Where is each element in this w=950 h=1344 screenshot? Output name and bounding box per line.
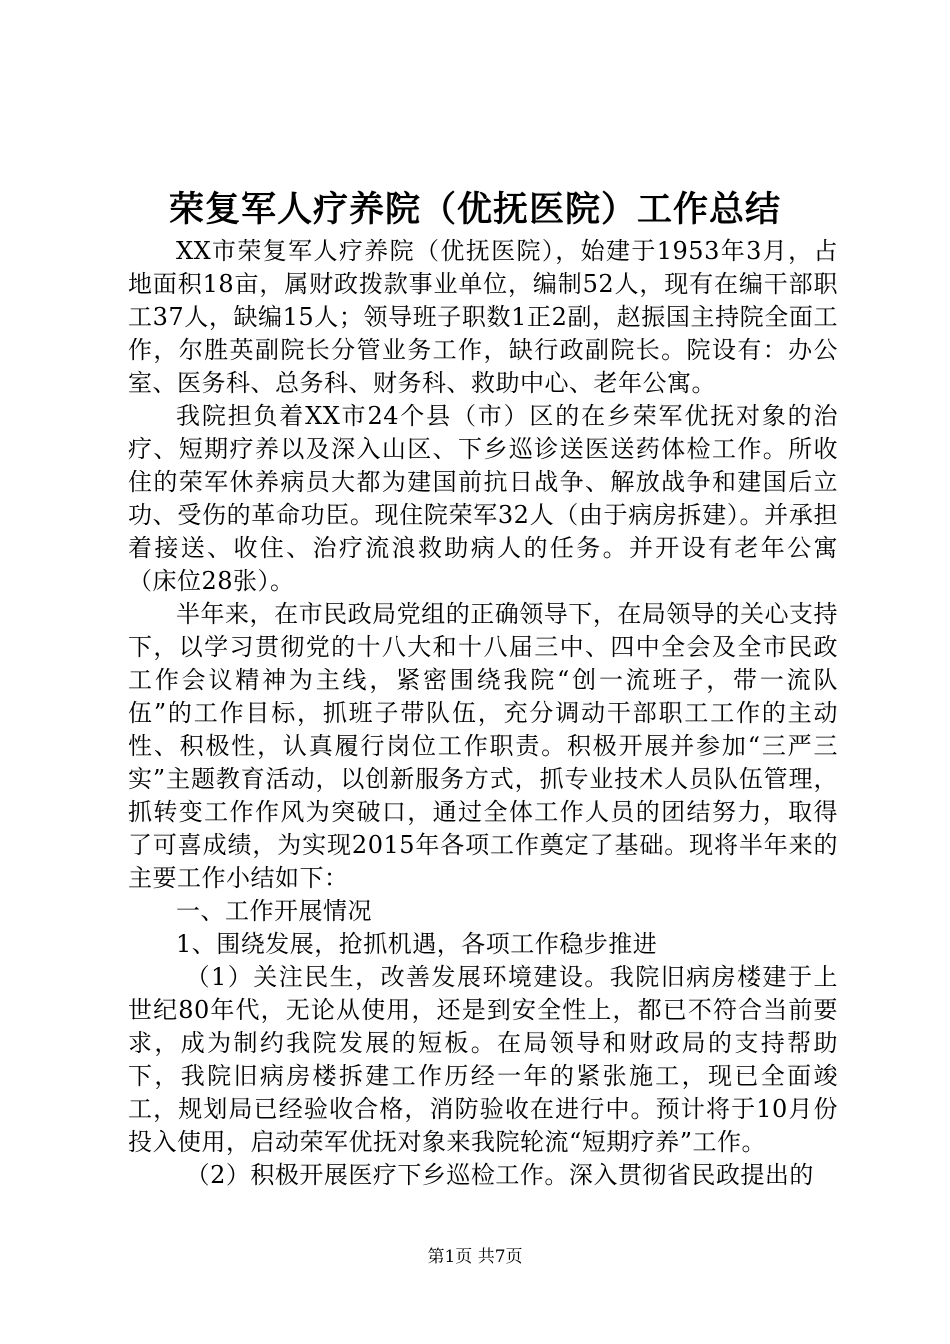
subsection-heading: 1、围绕发展，抢抓机遇，各项工作稳步推进 [176,930,658,958]
paragraph-intro: XX市荣复军人疗养院（优抚医院），始建于1953年3月，占地面积18亩，属财政拨款事业单位，编制52人，现有在编干部职工37人，缺编15人；领导班子职数1正2副，赵振国主持院全面工作，尔胜英副院长分管业务工作，缺行政副院长。院设有：办公室、医务科、总务科、财务科、救助中心、老年公寓。 [128,237,838,397]
paragraph-item-1: （1）关注民生，改善发展环境建设。我院旧病房楼建于上世纪80年代，无论从使用，还是到安全性上，都已不符合当前要求，成为制约我院发展的短板。在局领导和财政局的支持帮助下，我院旧病房楼拆建工作历经一年的紧张施工，现已全面竣工，规划局已经验收合格，消防验收在进行中。预计将于10月份投入使用，启动荣军优抚对象来我院轮流“短期疗养”工作。 [128,963,838,1156]
paragraph-responsibilities: 我院担负着XX市24个县（市）区的在乡荣军优抚对象的治疗、短期疗养以及深入山区、下乡巡诊送医送药体检工作。所收住的荣军休养病员大都为建国前抗日战争、解放战争和建国后立功、受伤的革命功臣。现住院荣军32人（由于病房拆建）。并承担着接送、收住、治疗流浪救助病人的任务。并开设有老年公寓（床位28张）。 [128,402,838,595]
section-heading: 一、工作开展情况 [176,897,372,925]
document-title: 荣复军人疗养院（优抚医院）工作总结 [168,189,781,230]
page-footer: 第1页 共7页 [427,1247,523,1267]
document-body [128,235,838,1192]
paragraph-item-2: （2）积极开展医疗下乡巡检工作。深入贯彻省民政提出的 [185,1161,814,1189]
paragraph-half-year-summary: 半年来，在市民政局党组的正确领导下，在局领导的关心支持下，以学习贯彻党的十八大和十八届三中、四中全会及全市民政工作会议精神为主线，紧密围绕我院“创一流班子，带一流队伍”的工作目标，抓班子带队伍，充分调动干部职工工作的主动性、积极性，认真履行岗位工作职责。积极开展并参加“三严三实”主题教育活动，以创新服务方式，抓专业技术人员队伍管理，抓转变工作作风为突破口，通过全体工作人员的团结努力，取得了可喜成绩，为实现2015年各项工作奠定了基础。现将半年来的主要工作小结如下： [128,600,838,892]
